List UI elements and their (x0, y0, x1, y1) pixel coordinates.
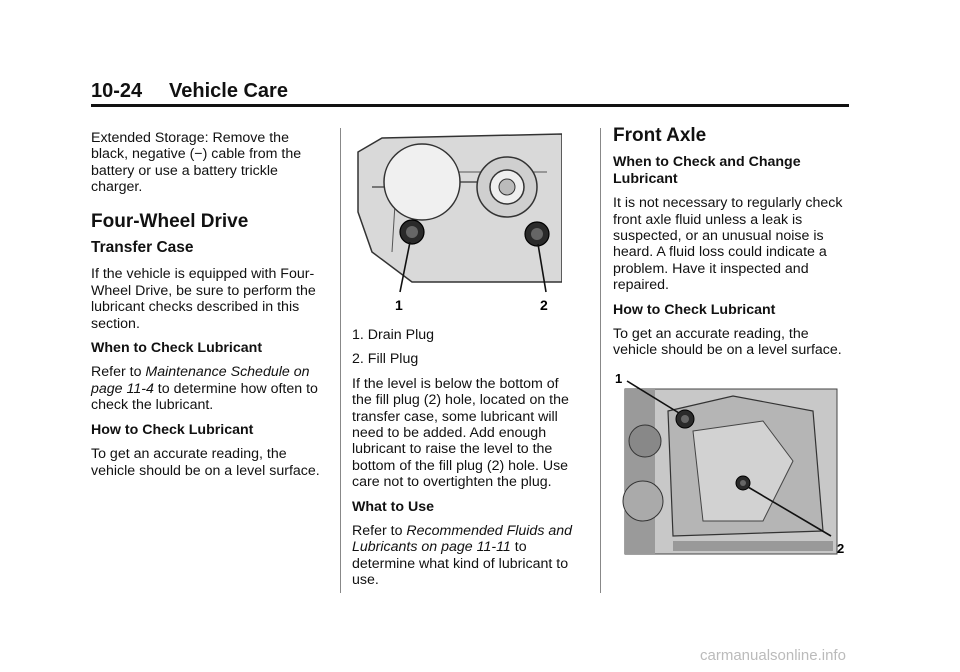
figure2-label-2: 2 (837, 540, 845, 556)
not-necessary-text: It is not necessary to regularly check front axle fluid unless a leak is suspected, or an unusual noise is heard. A fluid loss could indicate a problem. Have it inspected and repaired. (613, 195, 843, 294)
how-to-check-subheading: How to Check Lubricant (91, 421, 254, 438)
front-axle-illustration (613, 371, 851, 571)
section-title: Vehicle Care (169, 80, 288, 102)
column-2 (352, 132, 582, 597)
front-axle-heading: Front Axle (613, 125, 707, 146)
accurate-reading-text: To get an accurate reading, the vehicle should be on a level surface. (613, 326, 842, 359)
accurate-reading-text: To get an accurate reading, the vehicle should be on a level surface. (91, 446, 320, 479)
transfer-case-heading: Transfer Case (91, 239, 194, 257)
equipped-text: If the vehicle is equipped with Four-Wheel Drive, be sure to perform the lubricant checks described in this section. (91, 266, 316, 332)
when-to-check-change-subheading: When to Check and Change Lubricant (613, 154, 801, 187)
header-rule (91, 104, 849, 107)
figure2-label-1: 1 (615, 370, 623, 386)
figure1-label-2: 2 (540, 297, 548, 313)
transfer-case-illustration (352, 132, 562, 317)
refer-maintenance-paragraph (91, 364, 329, 413)
drain-plug-item: 1. Drain Plug (352, 327, 435, 343)
page-header (91, 80, 288, 103)
column-divider-2 (600, 128, 601, 593)
what-to-use-subheading: What to Use (352, 498, 434, 515)
refer-prefix: Refer to (352, 523, 407, 540)
recommended-fluids-link[interactable]: Recommended Fluids and Lubricants on page 11-11 (352, 523, 573, 556)
watermark: carmanualsonline.info (700, 647, 846, 664)
level-below-text: If the level is below the bottom of the fill plug (2) hole, located on the transfer case, some lubricant will need to be added. Add enough lubricant to raise the level to the bottom of the fill plug (2) hole. Use care not to overtighten the plug. (352, 375, 569, 491)
refer-prefix: Refer to (91, 364, 146, 381)
column-divider-1 (340, 128, 341, 593)
four-wheel-drive-heading: Four-Wheel Drive (91, 210, 249, 232)
maintenance-schedule-link[interactable]: Maintenance Schedule on page 11-4 (91, 364, 310, 397)
refer-suffix: to determine how often to check the lubricant. (91, 380, 318, 414)
page-number: 10-24 (91, 80, 143, 102)
refer-fluids-paragraph (352, 523, 582, 589)
fill-plug-item: 2. Fill Plug (352, 351, 419, 368)
figure1-label-1: 1 (395, 297, 403, 313)
column-1 (91, 130, 329, 487)
refer-suffix: to determine what kind of lubricant to use. (352, 539, 569, 589)
extended-storage-text: Extended Storage: Remove the black, negative (−) cable from the battery or use a battery trickle charger. (91, 130, 302, 196)
how-to-check-subheading: How to Check Lubricant (613, 301, 776, 318)
column-3 (613, 125, 851, 571)
when-to-check-subheading: When to Check Lubricant (91, 340, 263, 357)
